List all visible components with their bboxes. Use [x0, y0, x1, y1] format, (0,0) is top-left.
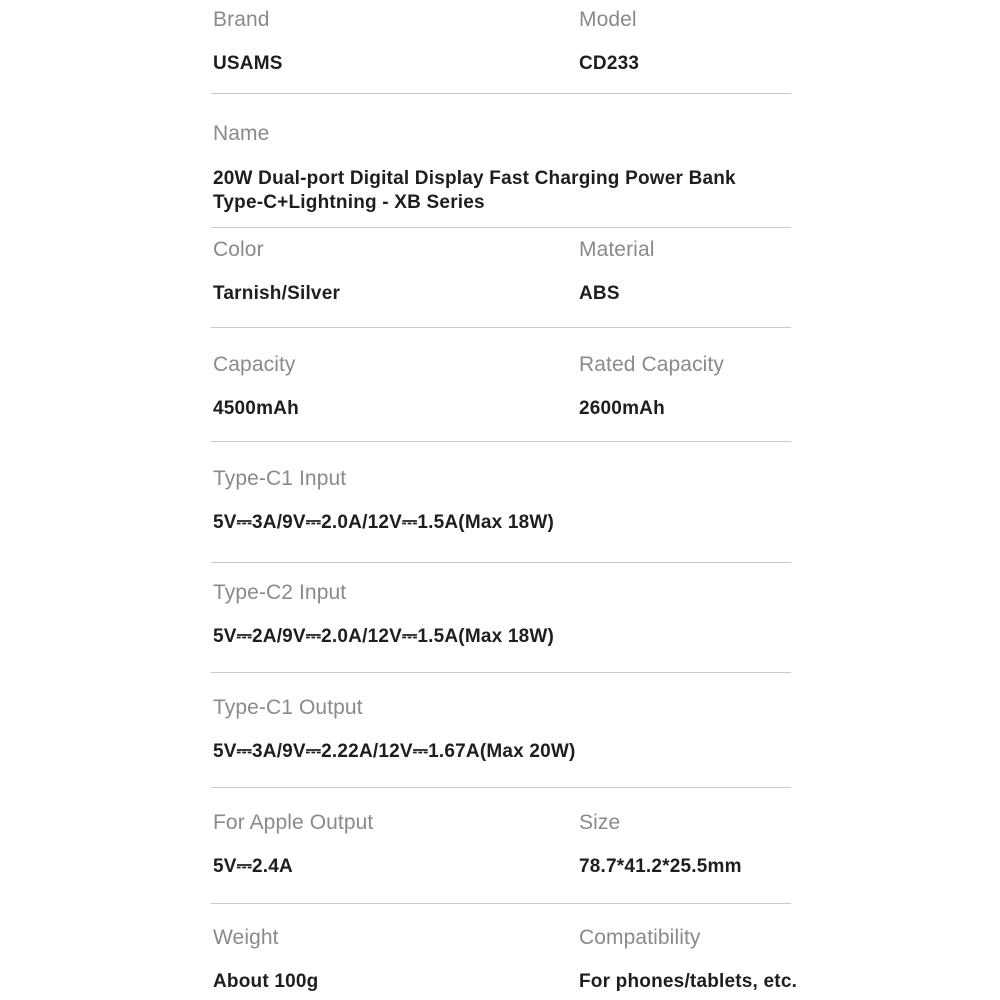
spec-value: 2600mAh [579, 398, 665, 419]
spec-row-capacity [211, 328, 791, 442]
spec-value: 5V⎓3A/9V⎓2.22A/12V⎓1.67A(Max 20W) [213, 741, 576, 762]
spec-label: Capacity [213, 353, 296, 376]
spec-row-apple-output-size [211, 788, 791, 904]
spec-value: 4500mAh [213, 398, 299, 419]
spec-label: Color [213, 238, 264, 261]
spec-value: About 100g [213, 971, 319, 992]
spec-label: Rated Capacity [579, 353, 724, 376]
spec-value: 5V⎓3A/9V⎓2.0A/12V⎓1.5A(Max 18W) [213, 512, 555, 533]
spec-row-brand-model [211, 0, 791, 94]
spec-row-type-c1-input [211, 442, 791, 563]
spec-label: Brand [213, 8, 270, 31]
spec-label: Model [579, 8, 637, 31]
spec-label: Compatibility [579, 926, 701, 949]
spec-row-weight-compatibility [211, 904, 798, 999]
spec-label: Weight [213, 926, 279, 949]
spec-row-type-c1-output [211, 673, 791, 788]
spec-row-name [211, 94, 791, 228]
spec-label: Material [579, 238, 655, 261]
spec-label: Type-C1 Output [213, 696, 363, 719]
spec-row-type-c2-input [211, 563, 791, 673]
spec-row-color-material [211, 228, 791, 328]
spec-value: ABS [579, 283, 620, 304]
spec-value: USAMS [213, 53, 283, 74]
spec-label: Type-C1 Input [213, 467, 347, 490]
spec-value: 5V⎓2A/9V⎓2.0A/12V⎓1.5A(Max 18W) [213, 626, 555, 647]
spec-value: Tarnish/Silver [213, 283, 341, 304]
spec-value: 20W Dual-port Digital Display Fast Charging Power Bank Type-C+Lightning - XB Series [213, 168, 736, 213]
spec-label: Name [213, 122, 270, 145]
spec-value: CD233 [579, 53, 640, 74]
spec-value: 78.7*41.2*25.5mm [579, 856, 742, 877]
spec-value: 5V⎓2.4A [213, 856, 293, 877]
spec-label: For Apple Output [213, 811, 374, 834]
spec-label: Size [579, 811, 621, 834]
spec-label: Type-C2 Input [213, 581, 347, 604]
spec-value: For phones/tablets, etc. [579, 971, 798, 992]
spec-sheet [211, 0, 798, 999]
